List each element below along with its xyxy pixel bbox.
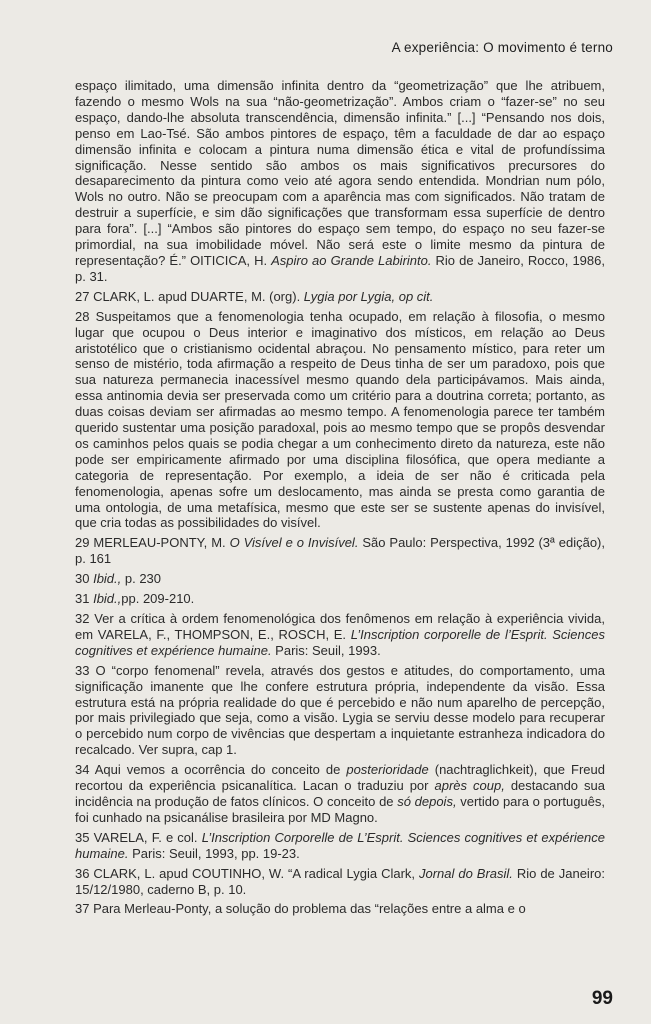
text-segment: 36 CLARK, L. apud COUTINHO, W. “A radical Lygia Clark, (75, 865, 419, 881)
text-segment: 37 Para Merleau-Ponty, a solução do problema das “relações entre a alma e o (75, 901, 526, 917)
italic-text: L’Inscription Corporelle de L’Esprit. Sciences cognitives et expérience humaine. (75, 829, 605, 861)
italic-text: Aspiro ao Grande Labirinto. (271, 252, 432, 268)
text-segment: pp. 209-210. (121, 591, 195, 607)
footnote (75, 591, 605, 607)
footnote (75, 535, 605, 567)
text-segment: espaço ilimitado, uma dimensão infinita dentro da “geometrização” que lhe atribuem, fazendo o mesmo Wols na sua “não-geometrização”. Ambos criam o “fazer-se” no seu espaço, dando-lhe absoluta transcendência, dimensão infinita.” [...] “Pensando nos dois, penso em Lao-Tsé. São ambos pintores de espaço, têm a faculdade de dar ao espaço dimensão infinita e colocam a pintura numa dimensão ética e vital de profundíssima significação. Nesse sentido são ambos os mais significativos precursores do desaparecimento da pintura como veio até agora sendo entendida. Mondrian num pólo, Wols no outro. Não se preocupam com a aparência mas com significados. Não tratam de destruir a superfície, e sim dão significações que transformam essa superfície de dentro para fora”. [...] “Ambos são pintores do espaço sem tempo, do espaço no seu fazer-se primordial, na sua imobilidade móvel. Não será este o limite mesmo da pintura de representação? É.” OITICICA, H. (75, 78, 605, 268)
text-segment: 29 MERLEAU-PONTY, M. (75, 535, 230, 551)
text-segment: 30 (75, 571, 94, 587)
text-segment: destacando sua incidência na produção de fatos clínicos. O conceito de (75, 778, 605, 809)
text-segment: 34 Aqui vemos a ocorrência do conceito de (75, 762, 347, 778)
footnote (75, 866, 605, 898)
italic-text: só depois, (397, 793, 457, 809)
italic-text: Lygia por Lygia, op cit. (303, 288, 434, 304)
footnote (75, 901, 605, 917)
footnote-continuation (75, 78, 605, 285)
italic-text: posterioridade (346, 762, 429, 778)
footnotes-block (75, 78, 605, 921)
text-segment: (nachtraglichkeit), que Freud recortou da experiência psicanalítica. Lacan o traduziu por (75, 762, 605, 794)
text-segment: Paris: Seuil, 1993, pp. 19-23. (128, 845, 300, 861)
footnote (75, 289, 605, 305)
text-segment: vertido para o português, foi cunhado na psicanálise brasileira por MD Magno. (75, 793, 605, 825)
footnote (75, 830, 605, 862)
text-segment: Paris: Seuil, 1993. (271, 642, 381, 658)
text-segment: 27 CLARK, L. apud DUARTE, M. (org). (75, 288, 304, 304)
italic-text: Ibid., (93, 571, 122, 587)
text-segment: Rio de Janeiro, Rocco, 1986, p. 31. (75, 252, 605, 284)
text-segment: Rio de Janeiro: 15/12/1980, caderno B, p. 10. (75, 865, 605, 897)
text-segment: 35 VARELA, F. e col. (75, 829, 202, 845)
italic-text: après coup, (434, 778, 505, 794)
footnote (75, 611, 605, 659)
italic-text: O Visível e o Invisível. (229, 535, 359, 551)
italic-text: Ibid., (93, 591, 122, 607)
page-number: 99 (591, 988, 613, 1009)
footnote (75, 663, 605, 758)
italic-text: L’Inscription corporelle de l’Esprit. Sciences cognitives et expérience humaine. (75, 626, 605, 658)
footnote (75, 762, 605, 826)
text-segment: 33 O “corpo fenomenal” revela, através dos gestos e atitudes, do comportamento, uma significação imanente que lhe confere estrutura própria, independente da visão. Essa estrutura está na própria realidade do que é percebido e não num aparelho de percepção, por mais privilegiado que seja, como a visão. Lygia se serviu desse modelo para recuperar o percebido num corpo de vivências que despertam a inquietante estranheza indicadora do recalcado. Ver supra, cap 1. (75, 662, 605, 758)
italic-text: Jornal do Brasil. (419, 865, 513, 881)
text-segment: São Paulo: Perspectiva, 1992 (3ª edição), p. 161 (75, 535, 606, 567)
running-header: A experiência: O movimento é terno (391, 40, 613, 55)
text-segment: 28 Suspeitamos que a fenomenologia tenha ocupado, em relação à filosofia, o mesmo lugar que ocupou o Deus interior e imaginativo dos místicos, em relação ao Deus aristotélico que o cristianismo ocidental abraçou. No pensamento místico, para reter um senso de mistério, toda afirmação a respeito de Deus tinha de ser um paradoxo, pois que sua natureza permanecia inacessível mesmo quando dela participávamos. Mais ainda, essa antinomia devia ser preservada como um critério para a doutrina correta; portanto, as duas coisas deviam ser afirmadas ao mesmo tempo. A fenomenologia parece ter também querido sustentar uma posição paradoxal, pois ao mesmo tempo que se propôs desvendar os caminhos pelos quais se podia chegar a um conhecimento direto da natureza, este não pode ser empiricamente afirmado por uma disciplina filosófica, que opera mediante a categoria de representação. Por exemplo, a ideia de ser não é criticada pela fenomenologia, apenas sofre um deslocamento, mas ainda se presta como garantia de uma ontologia, de uma metafísica, mesmo que este ser se sustente apenas do invisível, que cria todas as possibilidades do visível. (75, 308, 605, 531)
text-segment: p. 230 (121, 571, 162, 587)
footnote (75, 571, 605, 587)
text-segment: 31 (75, 591, 94, 607)
footnote (75, 309, 605, 532)
text-segment: 32 Ver a crítica à ordem fenomenológica dos fenômenos em relação à experiência vivida, em VARELA, F., THOMPSON, E., ROSCH, E. (75, 611, 605, 642)
